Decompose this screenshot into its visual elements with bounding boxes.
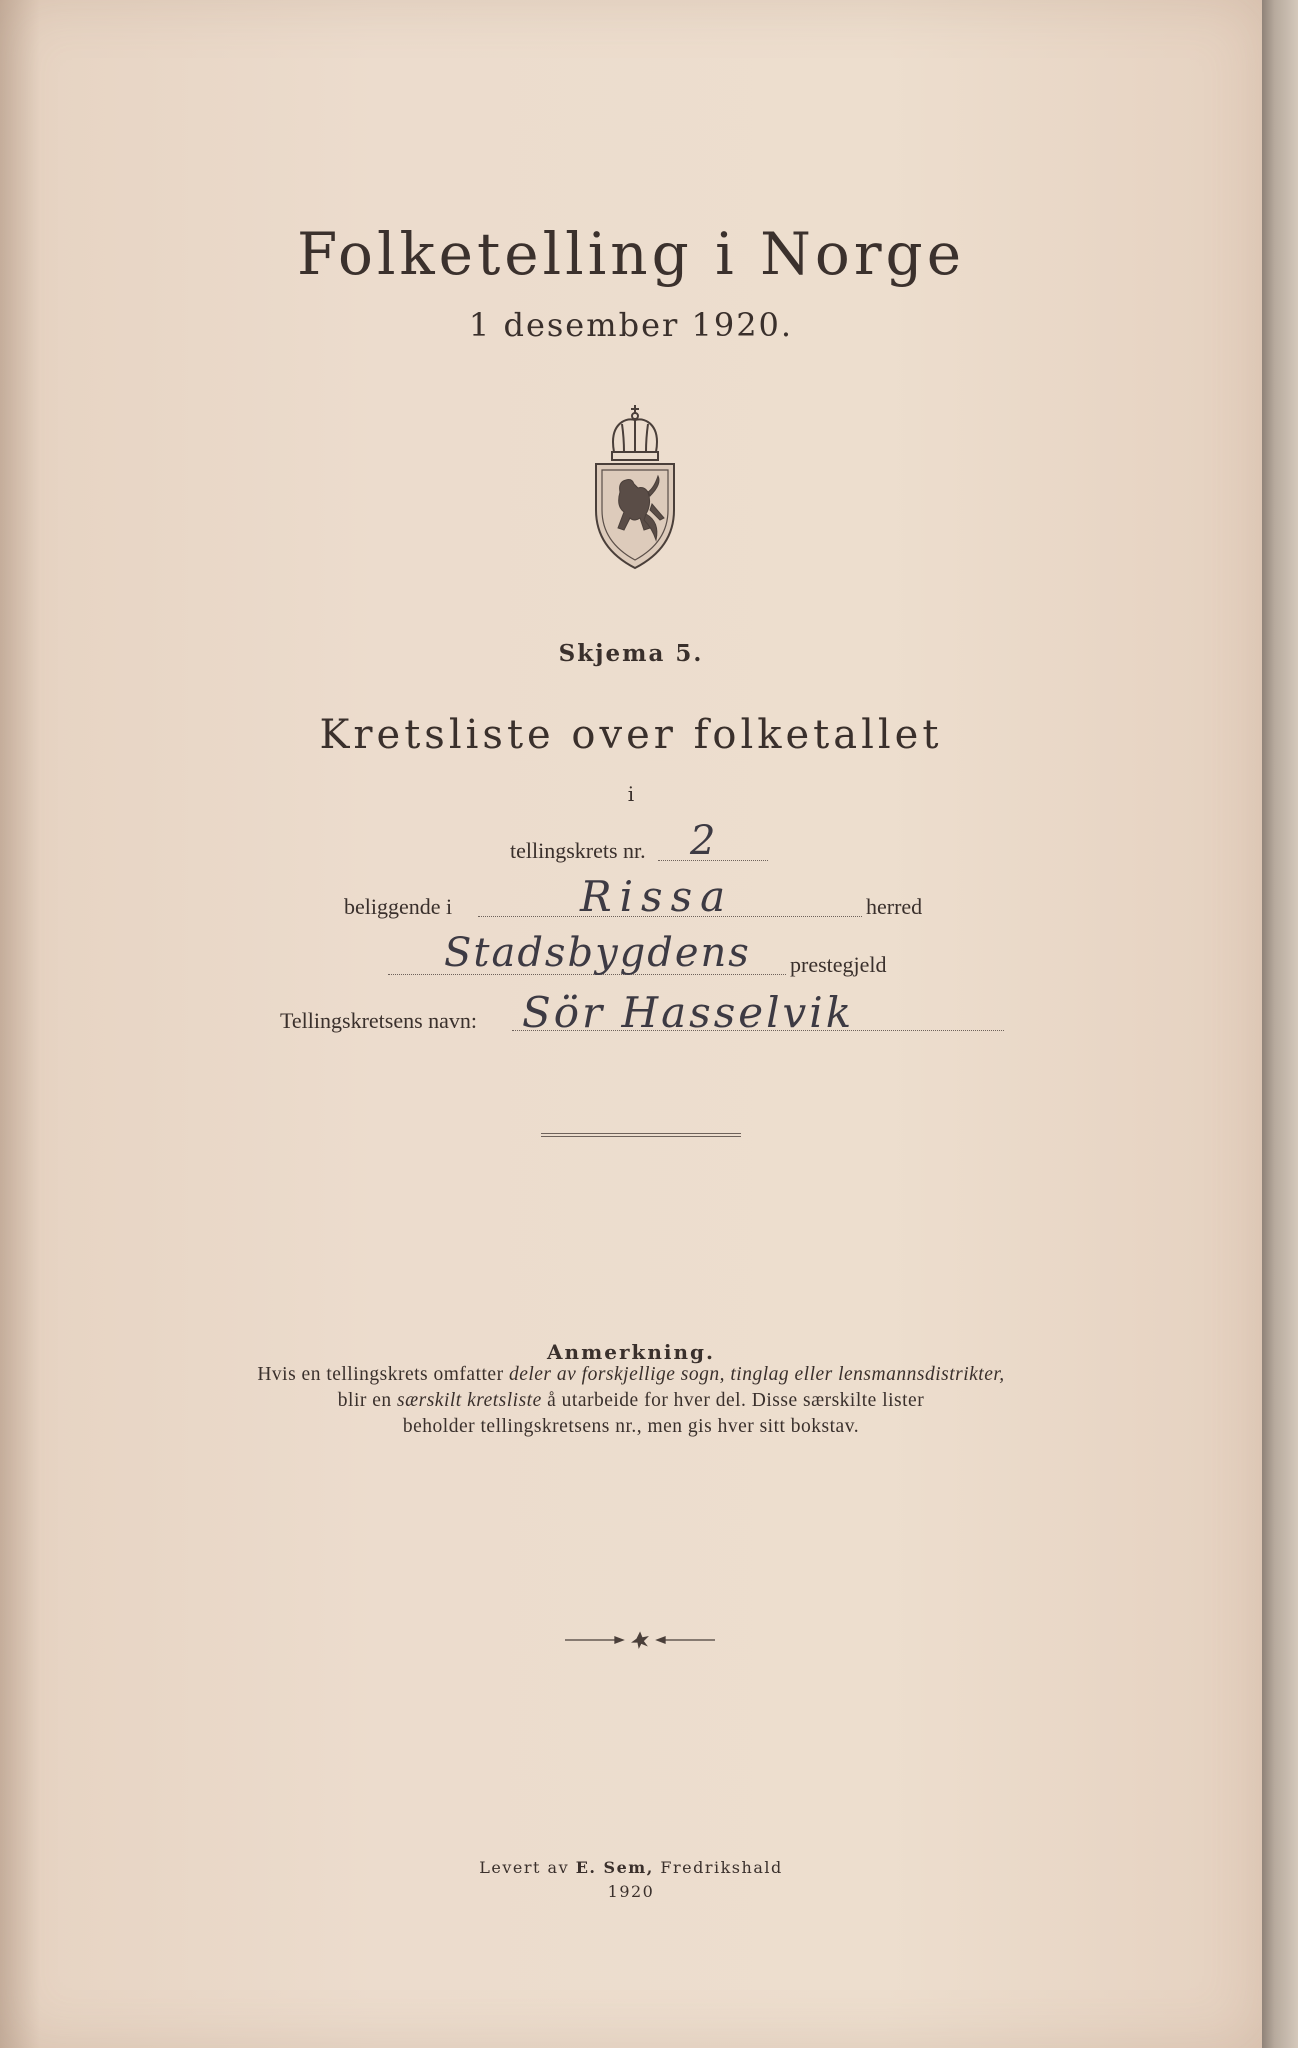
schema-number: Skjema 5. bbox=[558, 640, 704, 667]
navn-value: Sör Hasselvik bbox=[522, 988, 855, 1037]
note-line-3: beholder tellingskretsens nr., men gis hver sitt bokstav. bbox=[402, 1416, 860, 1437]
note-line-2: blir en særskilt kretsliste å utarbeide for hver del. Disse særskilte lister bbox=[337, 1390, 925, 1411]
note-heading: Anmerkning. bbox=[547, 1340, 715, 1364]
document-title: Folketelling i Norge bbox=[296, 220, 966, 288]
krets-label: tellingskrets nr. bbox=[510, 838, 646, 863]
krets-value: 2 bbox=[690, 818, 716, 864]
document-date: 1 desember 1920. bbox=[468, 306, 794, 344]
coat-of-arms-icon bbox=[590, 400, 680, 575]
page-edge bbox=[1262, 0, 1298, 2048]
herred-value: Rissa bbox=[580, 872, 734, 921]
herred-label: herred bbox=[866, 894, 923, 919]
beliggende-label: beliggende i bbox=[344, 894, 453, 919]
preposition-i: i bbox=[627, 782, 635, 806]
note-line-1: Hvis en tellingskrets omfatter deler av forskjellige sogn, tinglag eller lensmannsdistrikter, bbox=[257, 1364, 1005, 1385]
print-year: 1920 bbox=[607, 1882, 655, 1901]
navn-label: Tellingskretsens navn: bbox=[280, 1008, 478, 1033]
form-heading: Kretsliste over folketallet bbox=[319, 712, 943, 758]
prestegjeld-label: prestegjeld bbox=[790, 952, 887, 977]
divider-rule bbox=[541, 1133, 741, 1137]
divider-ornament-icon bbox=[565, 1630, 715, 1650]
prestegjeld-value: Stadsbygdens bbox=[444, 930, 751, 976]
printer-credit: Levert av E. Sem, Fredrikshald bbox=[479, 1858, 783, 1877]
